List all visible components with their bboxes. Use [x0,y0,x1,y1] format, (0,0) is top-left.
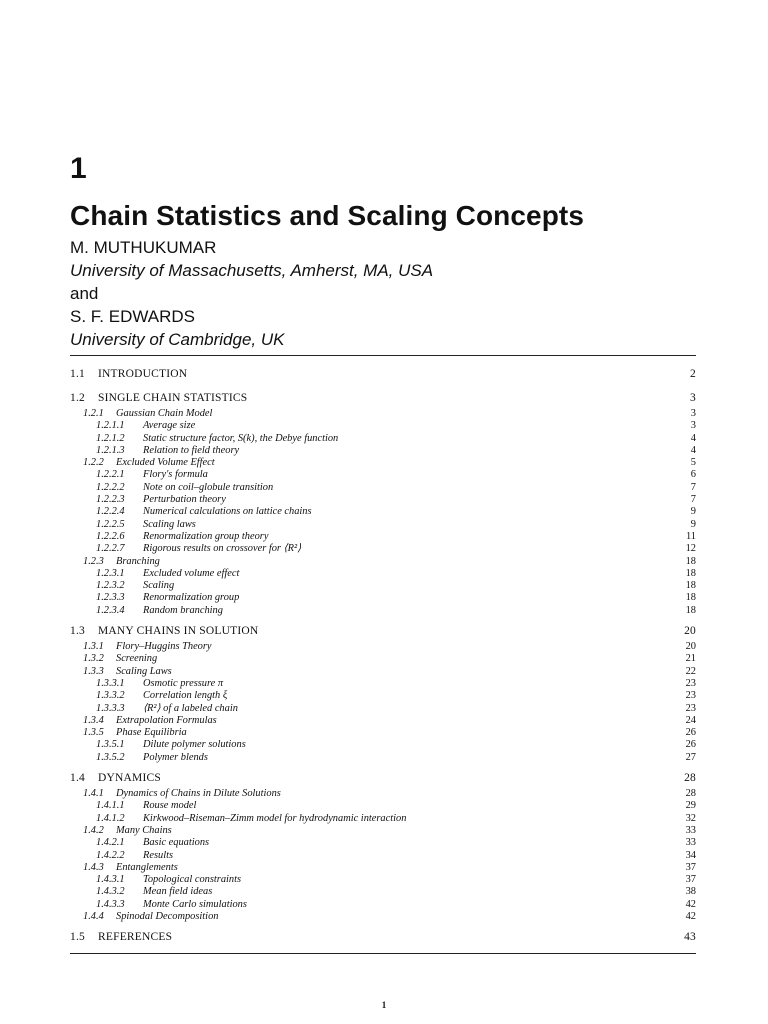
toc-title: MANY CHAINS IN SOLUTION [98,625,259,638]
toc-number: 1.3.2 [83,653,104,665]
toc-entry-1-4-3-3[interactable] [70,899,696,911]
toc-label [83,653,157,665]
toc-number: 1.4.2.1 [96,837,125,849]
toc-title: Dynamics of Chains in Dilute Solutions [116,788,281,800]
toc-page-number: 33 [685,837,696,849]
toc-label [96,494,226,506]
toc-number: 1.4.4 [83,910,104,922]
toc-number: 1.2.2.2 [96,481,125,493]
toc-entry-1-2-2-3[interactable] [70,494,696,506]
author-affiliation: University of Massachusetts, Amherst, MA, USA [70,261,434,280]
toc-label [70,388,247,408]
toc-number: 1.3.3.3 [96,702,125,714]
toc-page-number: 34 [685,849,696,861]
toc-label [96,543,301,555]
toc-title: Monte Carlo simulations [143,898,247,910]
author-conjunction: and [70,284,99,303]
toc-label [96,445,239,457]
toc-label [83,666,172,678]
toc-label [96,899,247,911]
toc-page-number: 27 [685,751,696,763]
toc-title: Polymer blends [143,751,208,763]
toc-label [83,641,212,653]
toc-title: Many Chains [116,824,172,836]
toc-entry-1-4-3-2[interactable] [70,886,696,898]
toc-page-number: 32 [685,812,696,824]
toc-title: ⟨R²⟩ of a labeled chain [143,702,238,714]
toc-number: 1.3.3.1 [96,677,125,689]
toc-title: SINGLE CHAIN STATISTICS [98,392,248,404]
toc-page-number: 5 [690,457,696,469]
toc-page-number: 33 [685,824,696,836]
toc-page-number: 42 [685,898,696,910]
toc-title: Excluded Volume Effect [116,457,215,469]
toc-number: 1.2.2.4 [96,506,125,518]
toc-number: 1.3.3 [83,665,104,677]
toc-page-number: 7 [690,494,696,506]
toc-page-number: 26 [685,739,696,751]
toc-title: Average size [143,420,196,432]
chapter-title: Chain Statistics and Scaling Concepts [70,200,585,231]
toc-label [70,768,161,788]
toc-label [96,580,174,592]
toc-page-number: 4 [690,444,696,456]
toc-entry-1-2-3-1[interactable] [70,568,696,580]
toc-page-number: 37 [685,874,696,886]
toc-title: Extrapolation Formulas [116,714,217,726]
toc-page-number: 42 [685,910,696,922]
toc-number: 1.4.2.2 [96,849,125,861]
toc-label [83,788,281,800]
toc-entry-1-2[interactable] [70,388,696,408]
toc-number: 1.2.2.7 [96,543,125,555]
toc-page-number: 3 [690,408,696,419]
toc-label [96,519,196,531]
toc-title: Rouse model [143,800,197,812]
toc-page-number: 21 [685,653,696,665]
author-line: M. MUTHUKUMAR [70,238,217,257]
toc-entry-1-2-3-4[interactable] [70,605,696,617]
toc-title: Phase Equilibria [116,727,187,739]
toc-page-number: 3 [690,392,696,404]
toc-entry-1-2-3-3[interactable] [70,592,696,604]
toc-label [96,752,208,764]
toc-entry-1-2-2-5[interactable] [70,519,696,531]
toc-number: 1.5 [70,931,85,944]
toc-entry-1-2-3-2[interactable] [70,580,696,592]
toc-entry-1-2-2-2[interactable] [70,482,696,494]
toc-page-number: 43 [684,931,696,944]
toc-number: 1.4.1.2 [96,812,125,824]
toc-label [83,715,217,727]
toc-title: Relation to field theory [143,444,240,456]
toc-entry-1-3[interactable] [70,621,696,641]
toc-number: 1.2.1.3 [96,444,125,456]
toc-label [96,469,208,481]
toc-entry-1-2-2-7[interactable] [70,543,696,555]
toc-label [70,621,258,641]
toc-page-number: 6 [690,469,696,481]
top-rule [70,355,696,356]
toc-number: 1.2.1.1 [96,420,125,432]
toc-title: Scaling Laws [116,665,172,677]
toc-label [96,506,312,518]
toc-page-number: 12 [685,543,696,555]
toc-title: Renormalization group theory [143,530,269,542]
toc-page-number: 18 [685,567,696,579]
toc-label [83,556,160,568]
toc-entry-1-3-5-1[interactable] [70,739,696,751]
toc-page-number: 11 [685,530,696,542]
toc-label [96,605,223,617]
toc-title: Screening [116,653,158,665]
toc-number: 1.4.3.1 [96,874,125,886]
toc-label [96,837,209,849]
toc-page-number: 18 [685,592,696,604]
toc-title: Mean field ideas [143,886,213,898]
toc-number: 1.2.3 [83,555,104,567]
toc-entry-1-2-2[interactable] [70,457,696,469]
toc-number: 1.2.3.1 [96,567,125,579]
toc-label [96,690,227,702]
toc-title: Osmotic pressure π [143,677,224,689]
toc-number: 1.3.4 [83,714,104,726]
toc-page-number: 18 [685,604,696,616]
toc-number: 1.4.1.1 [96,800,125,812]
toc-number: 1.2.3.4 [96,604,125,616]
toc-entry-1-2-3[interactable] [70,556,696,568]
toc-title: Scaling laws [143,518,196,530]
toc-label [96,482,273,494]
toc-entry-1-4-3-1[interactable] [70,874,696,886]
toc-number: 1.4.3.2 [96,886,125,898]
toc-number: 1.2.2.3 [96,494,125,506]
toc-number: 1.2.2.5 [96,518,125,530]
toc-page-number: 38 [685,886,696,898]
toc-label [96,592,239,604]
toc-entry-1-3-3-3[interactable] [70,703,696,715]
toc-label [96,703,238,715]
toc-label [96,433,338,445]
toc-title: Note on coil–globule transition [143,481,274,493]
toc-page-number: 22 [685,665,696,677]
toc-page-number: 9 [690,506,696,518]
toc-title: Perturbation theory [143,494,226,506]
toc-number: 1.1 [70,368,85,380]
toc-entry-1-3-3-2[interactable] [70,690,696,702]
toc-entry-1-2-2-4[interactable] [70,506,696,518]
toc-page-number: 28 [684,772,696,785]
toc-entry-1-5[interactable] [70,927,696,947]
toc-number: 1.3 [70,625,85,638]
toc-title: Gaussian Chain Model [116,408,213,419]
toc-page-number: 9 [690,518,696,530]
chapter-number: 1 [70,152,87,185]
toc-number: 1.4.3 [83,861,104,873]
toc-title: Static structure factor, S(k), the Debye function [143,432,339,444]
toc-entry-1-3-3[interactable] [70,666,696,678]
toc-number: 1.2.2.6 [96,530,125,542]
toc-page-number: 2 [690,368,696,380]
toc-page-number: 7 [690,481,696,493]
toc-entry-1-4-2-1[interactable] [70,837,696,849]
toc-entry-1-2-2-1[interactable] [70,469,696,481]
toc-label [96,568,239,580]
toc-page-number: 37 [685,861,696,873]
toc-entry-1-2-1-3[interactable] [70,445,696,457]
toc-entry-1-2-1-2[interactable] [70,433,696,445]
toc-title: Flory's formula [143,469,208,481]
toc-title: Flory–Huggins Theory [116,641,212,653]
toc-label [83,408,212,420]
toc-number: 1.3.3.2 [96,690,125,702]
toc-label [83,457,215,469]
author-affiliation: University of Cambridge, UK [70,330,285,349]
toc-label [83,727,187,739]
toc-number: 1.4 [70,772,85,785]
toc-number: 1.2.2 [83,457,104,469]
toc-entry-1-4-4[interactable] [70,911,696,923]
toc-entry-1-2-2-6[interactable] [70,531,696,543]
toc-label [96,420,195,432]
toc-page-number: 4 [690,432,696,444]
toc-label [96,800,196,812]
toc-title: Entanglements [116,861,178,873]
toc-title: Excluded volume effect [143,567,240,579]
toc-title: Topological constraints [143,874,242,886]
toc-number: 1.4.2 [83,824,104,836]
toc-entry-1-4-1[interactable] [70,788,696,800]
toc-title: Correlation length ξ [143,690,228,702]
toc-page-number: 28 [685,788,696,800]
toc-title: Dilute polymer solutions [143,739,246,751]
toc-entry-1-4[interactable] [70,768,696,788]
toc-label [96,874,241,886]
toc-page-number: 20 [685,641,696,653]
toc-title: Branching [116,555,160,567]
toc-entry-1-4-1-2[interactable] [70,813,696,825]
toc-entry-1-1[interactable] [70,364,696,384]
toc-entry-1-4-3[interactable] [70,862,696,874]
toc-entry-1-3-3-1[interactable] [70,678,696,690]
toc-label [96,813,406,825]
toc-number: 1.2.1 [83,408,104,419]
toc-title: Results [143,849,174,861]
toc-page-number: 23 [685,677,696,689]
toc-label [96,739,246,751]
toc-entry-1-4-2-2[interactable] [70,850,696,862]
toc-title: Spinodal Decomposition [116,910,219,922]
toc-title: Basic equations [143,837,210,849]
toc-page-number: 18 [685,555,696,567]
toc-label [83,911,218,923]
author-block [70,236,433,351]
toc-page-number: 18 [685,580,696,592]
toc-title: Numerical calculations on lattice chains [143,506,312,518]
toc-number: 1.4.1 [83,788,104,800]
toc-number: 1.2 [70,392,85,404]
toc-title: INTRODUCTION [98,368,188,380]
toc-label [70,364,187,384]
page-number: 1 [381,1000,387,1010]
toc-title: DYNAMICS [98,772,161,785]
toc-number: 1.2.3.3 [96,592,125,604]
toc-number: 1.2.2.1 [96,469,125,481]
toc-number: 1.4.3.3 [96,898,125,910]
toc-entry-1-3-5[interactable] [70,727,696,739]
toc-entry-1-3-1[interactable] [70,641,696,653]
toc-label [83,862,178,874]
toc-title: Random branching [143,604,223,616]
toc-title: Scaling [143,580,175,592]
toc-entry-1-4-1-1[interactable] [70,800,696,812]
toc-page-number: 29 [685,800,696,812]
toc-number: 1.3.5.2 [96,751,125,763]
toc-page-number: 26 [685,727,696,739]
toc-number: 1.3.5 [83,727,104,739]
toc-page-number: 23 [685,690,696,702]
toc-entry-1-2-1-1[interactable] [70,420,696,432]
toc-entry-1-4-2[interactable] [70,825,696,837]
author-line: S. F. EDWARDS [70,307,195,326]
toc-entry-1-2-1[interactable] [70,408,696,420]
toc-number: 1.2.1.2 [96,432,125,444]
toc-label [96,850,173,862]
toc-label [96,886,212,898]
table-of-contents [70,364,696,947]
toc-label [70,927,172,947]
toc-label [83,825,172,837]
toc-title: REFERENCES [98,931,173,944]
toc-number: 1.2.3.2 [96,580,125,592]
toc-number: 1.3.5.1 [96,739,125,751]
toc-entry-1-3-4[interactable] [70,715,696,727]
toc-title: Kirkwood–Riseman–Zimm model for hydrodynamic interaction [143,812,407,824]
toc-title: Rigorous results on crossover for ⟨R²⟩ [143,543,302,555]
toc-title: Renormalization group [143,592,240,604]
toc-page-number: 20 [684,625,696,638]
bottom-rule [70,953,696,954]
toc-entry-1-3-5-2[interactable] [70,752,696,764]
toc-label [96,678,223,690]
toc-entry-1-3-2[interactable] [70,653,696,665]
toc-label [96,531,268,543]
toc-number: 1.3.1 [83,641,104,653]
toc-page-number: 24 [685,714,696,726]
toc-page-number: 23 [685,702,696,714]
toc-page-number: 3 [690,420,696,432]
